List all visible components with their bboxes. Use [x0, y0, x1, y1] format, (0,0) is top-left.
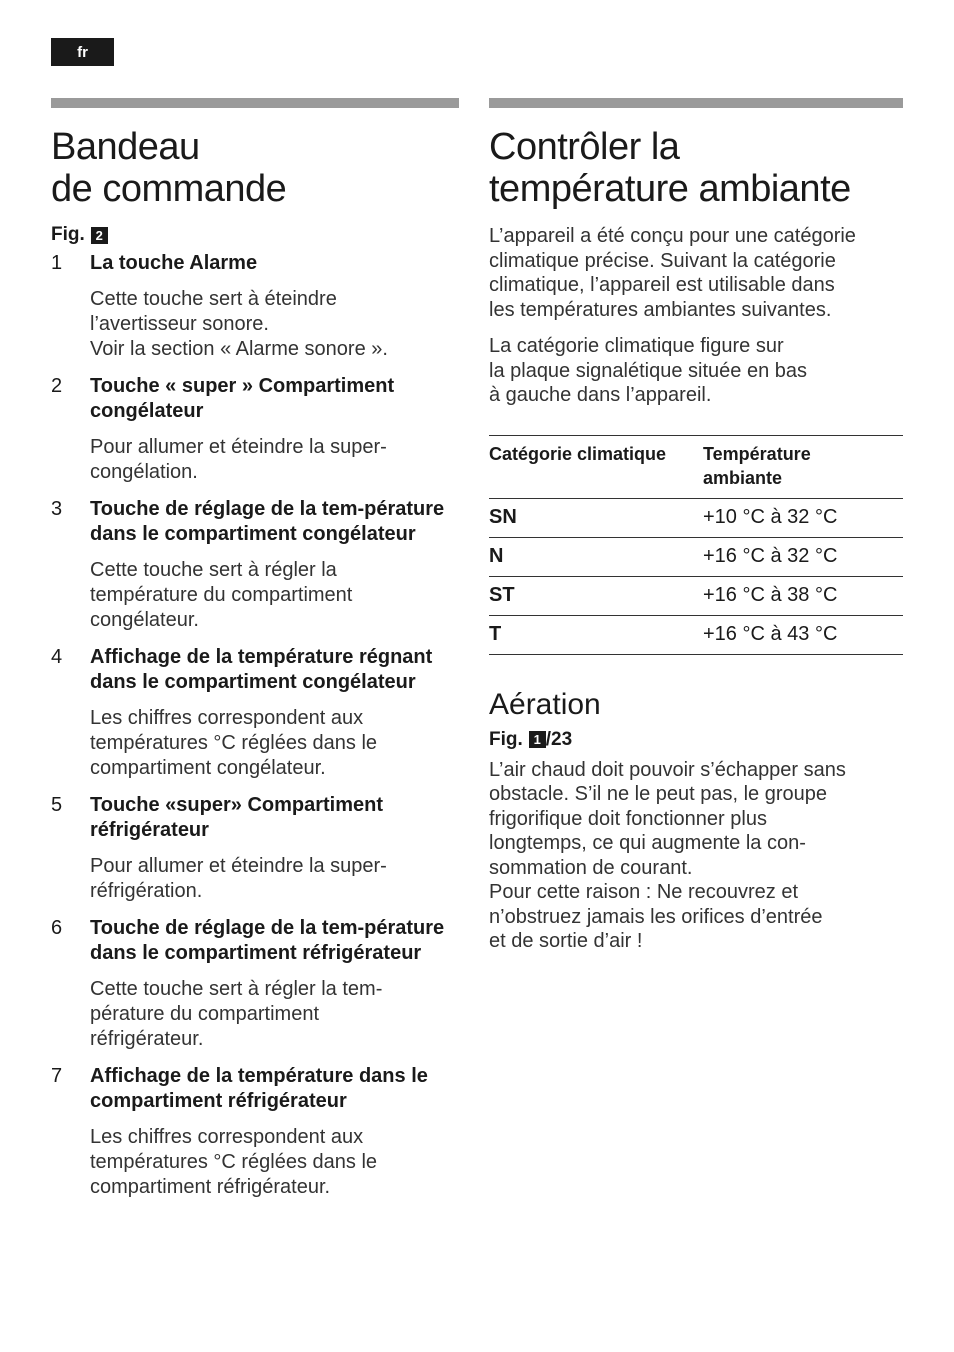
figure-number-badge: 1 [529, 731, 546, 748]
climate-class-table [489, 435, 903, 655]
climate-class-cell: ST [489, 576, 690, 615]
item-title: Touche de réglage de la tem-pérature dans le compartiment réfrigérateur [90, 917, 445, 964]
item-heading [51, 916, 459, 966]
temperature-range-cell: +10 °C à 32 °C [690, 498, 903, 537]
climate-class-cell: T [489, 615, 690, 654]
section-title: Contrôler la température ambiante [489, 126, 851, 210]
table-row [489, 615, 903, 654]
table-row [489, 498, 903, 537]
list-item [51, 645, 459, 781]
section-rule [489, 98, 903, 108]
list-item [51, 793, 459, 904]
list-item [51, 497, 459, 633]
column-header-class: Catégorie climatique [489, 435, 690, 498]
item-description: Cette touche sert à éteindre l’avertisseur sonore. Voir la section « Alarme sonore ». [90, 288, 388, 360]
temperature-range-cell: +16 °C à 38 °C [690, 576, 903, 615]
climate-class-cell: SN [489, 498, 690, 537]
item-description: Cette touche sert à régler la température du compartiment congélateur. [90, 559, 353, 631]
item-heading [51, 793, 459, 843]
item-title: Affichage de la température dans le compartiment réfrigérateur [90, 1065, 428, 1112]
item-title: Touche de réglage de la tem-pérature dans le compartiment congélateur [90, 498, 445, 545]
item-description: Pour allumer et éteindre la super- réfrigération. [90, 855, 387, 902]
item-description: Pour allumer et éteindre la super- congélation. [90, 436, 387, 483]
item-number: 6 [51, 917, 63, 939]
column-header-temperature: Température ambiante [690, 435, 903, 498]
item-title: Affichage de la température régnant dans le compartiment congélateur [90, 646, 433, 693]
item-number: 4 [51, 646, 63, 668]
section-rule [51, 98, 459, 108]
item-number: 3 [51, 498, 63, 520]
item-heading [51, 251, 459, 276]
table-row [489, 537, 903, 576]
item-number: 1 [51, 252, 63, 274]
table-row [489, 576, 903, 615]
plate-paragraph: La catégorie climatique figure sur la plaque signalétique située en bas à gauche dans l’appareil. [489, 335, 808, 406]
figure-number-badge: 2 [91, 227, 108, 244]
aeration-title: Aération [489, 687, 601, 721]
item-number: 5 [51, 794, 63, 816]
ambient-temperature-section [489, 98, 903, 954]
item-description: Cette touche sert à régler la tem- pérature du compartiment réfrigérateur. [90, 978, 383, 1050]
item-heading [51, 1064, 459, 1114]
item-number: 2 [51, 375, 63, 397]
item-description: Les chiffres correspondent aux températures °C réglées dans le compartiment congélateur. [90, 707, 378, 779]
item-title: Touche « super » Compartiment congélateur [90, 375, 395, 422]
climate-class-cell: N [489, 537, 690, 576]
aeration-paragraph: L’air chaud doit pouvoir s’échapper sans obstacle. S’il ne le peut pas, le groupe frigorifique doit fonctionner plus longtemps, ce qui augmente la con- sommation de courant. Pour cette raison : Ne recouvrez et n’obstruez jamais les orifices d’entrée et de sortie d’air ! [489, 758, 846, 952]
list-item [51, 1064, 459, 1200]
item-title: Touche «super» Compartiment réfrigérateur [90, 794, 384, 841]
control-panel-section [51, 98, 459, 1212]
language-tab: fr [51, 38, 114, 66]
item-heading [51, 497, 459, 547]
list-item [51, 251, 459, 362]
item-heading [51, 645, 459, 695]
figure-reference: Fig. 2 [51, 224, 459, 246]
item-title: La touche Alarme [90, 252, 258, 274]
list-item [51, 916, 459, 1052]
intro-paragraph: L’appareil a été conçu pour une catégorie climatique précise. Suivant la catégorie climatique, l’appareil est utilisable dans les températures ambiantes suivantes. [489, 225, 856, 321]
item-number: 7 [51, 1065, 63, 1087]
figure-reference: Fig. 1 /23 [489, 728, 573, 750]
list-item [51, 374, 459, 485]
control-list [51, 251, 459, 1200]
temperature-range-cell: +16 °C à 43 °C [690, 615, 903, 654]
item-heading [51, 374, 459, 424]
section-title: Bandeau de commande [51, 126, 287, 210]
table-header-row [489, 435, 903, 498]
item-description: Les chiffres correspondent aux températures °C réglées dans le compartiment réfrigérateur. [90, 1126, 378, 1198]
temperature-range-cell: +16 °C à 32 °C [690, 537, 903, 576]
